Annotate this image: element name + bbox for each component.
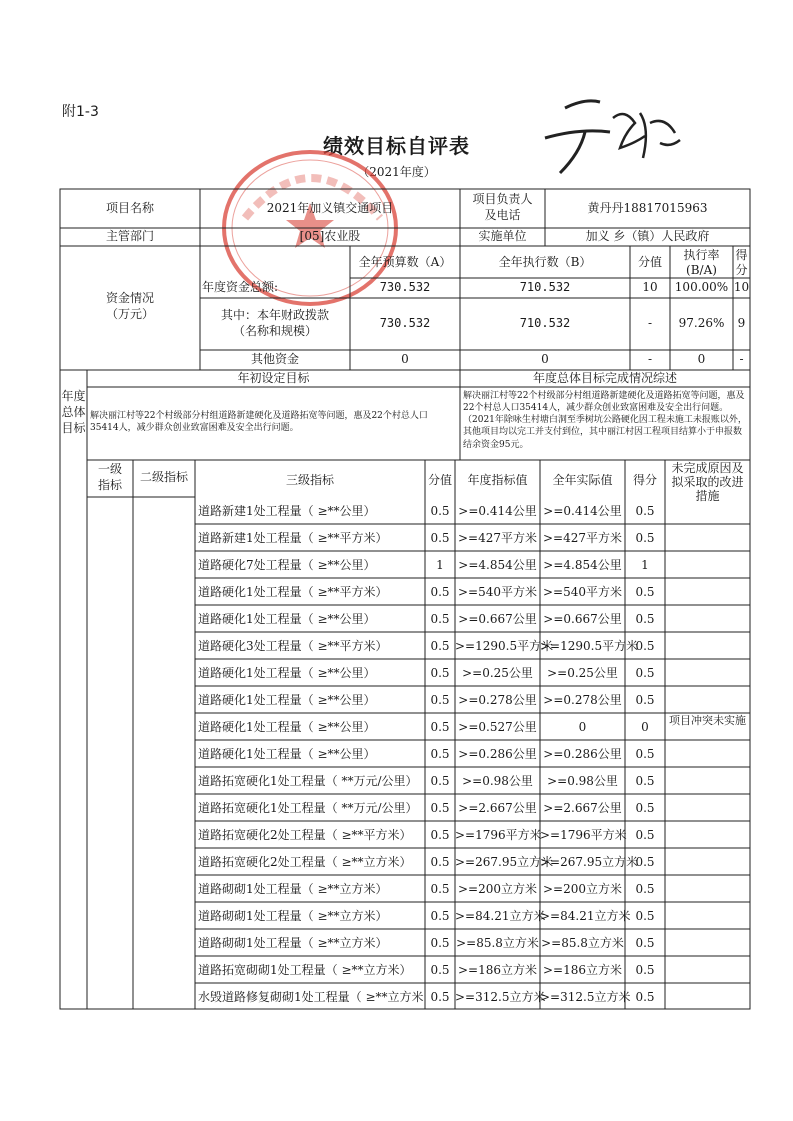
indicator-actual: >=0.98公里 [547,774,618,788]
impl-value: 加义 乡（镇）人民政府 [585,229,710,243]
col-budget: 全年预算数（A） [358,255,452,269]
indicator-score: 0.5 [430,774,450,788]
indicator-got: 0.5 [635,963,655,977]
indicator-name: 道路拓宽硬化1处工程量（ **万元/公里） [198,774,418,788]
indicator-name: 道路硬化1处工程量（ ≥**公里） [198,612,376,626]
indicator-actual: >=267.95立方米 [540,855,639,869]
dept-value: [05]农业股 [299,229,361,243]
indicator-name: 道路硬化1处工程量（ ≥**公里） [198,693,376,707]
col-target: 年度指标值 [467,473,528,487]
funds-fiscal-score: - [647,316,653,330]
col-l1-1: 一级 [97,462,122,476]
funds-fiscal-got: 9 [737,316,746,330]
indicator-score: 0.5 [430,639,450,653]
funds-other-exec: 0 [541,352,549,366]
indicator-actual: >=0.414公里 [543,504,622,518]
indicator-target: >=427平方米 [457,531,537,545]
indicator-score: 0.5 [430,531,450,545]
indicator-target: >=0.527公里 [458,720,537,734]
indicator-note [665,499,750,521]
goals-set-text: 解决丽江村等22个村级部分村组道路新建硬化及道路拓宽等问题，惠及22个村总人口35414人，减少群众创业致富困难及安全出行问题。 [90,411,428,434]
indicator-got: 0.5 [635,909,655,923]
funds-other-rate: 0 [697,352,706,366]
indicator-note [665,958,750,980]
indicator-name: 道路硬化1处工程量（ ≥**公里） [198,720,376,734]
indicator-got: 0.5 [635,693,655,707]
col-actual: 全年实际值 [552,473,613,487]
indicator-name: 道路硬化1处工程量（ ≥**平方米） [198,585,388,599]
funds-total-score: 10 [642,280,658,294]
indicator-actual: >=200立方米 [542,882,622,896]
indicator-name: 道路拓宽砌砌1处工程量（ ≥**立方米） [198,963,412,977]
indicator-got: 0.5 [635,666,655,680]
year-label: （2021年度） [357,165,436,179]
indicator-actual: >=540平方米 [542,585,622,599]
indicator-note [665,796,750,818]
funds-other-got: - [739,352,744,366]
funds-total-rate: 100.00% [674,280,729,294]
page-title: 绩效目标自评表 [323,134,470,158]
funds-other-label: 其他资金 [250,352,299,366]
indicator-actual: >=85.8立方米 [541,936,624,950]
col-got-2: 分 [735,263,748,277]
indicator-note [665,769,750,791]
indicator-score: 0.5 [430,990,450,1004]
col-l3: 三级指标 [285,473,334,487]
indicator-note [665,661,750,683]
project-name-label: 项目名称 [105,201,154,215]
indicator-target: >=2.667公里 [458,801,537,815]
indicator-note [665,877,750,899]
col-got-1: 得 [735,248,748,262]
goals-done-text: 解决丽江村等22个村级部分村组道路新建硬化及道路拓宽等问题，惠及22个村总人口35414人，减少群众创业致富困难及安全出行问题。（2021年除咏生村塘白洞至季树坑公路硬化因工程未施工未报账以外，其他项目均以完工并支付到位，其中丽江村因工程项目结算小于申报数结余资金95元。 [463,391,747,450]
indicator-target: >=0.98公里 [462,774,533,788]
indicator-note [665,850,750,872]
indicator-name: 道路砌砌1处工程量（ ≥**立方米） [198,936,388,950]
leader-label-2: 及电话 [484,208,521,222]
indicator-actual: >=312.5立方米 [540,990,631,1004]
indicator-name: 道路拓宽硬化2处工程量（ ≥**平方米） [198,828,412,842]
funds-total-exec: 710.532 [519,280,571,294]
indicator-note [665,823,750,845]
indicator-score: 0.5 [430,504,450,518]
dept-label: 主管部门 [105,229,154,243]
col-ind-score: 分值 [427,473,452,487]
indicator-got: 0.5 [635,504,655,518]
indicator-target: >=200立方米 [457,882,537,896]
indicator-target: >=267.95立方米 [455,855,554,869]
indicator-actual: >=0.25公里 [547,666,618,680]
indicator-target: >=0.278公里 [458,693,537,707]
indicator-actual: >=4.854公里 [543,558,622,572]
indicator-got: 0.5 [635,882,655,896]
leader-value: 黄丹丹18817015963 [587,201,708,215]
indicator-score: 0.5 [430,666,450,680]
indicator-note [665,688,750,710]
indicator-note [665,742,750,764]
indicator-score: 0.5 [430,963,450,977]
funds-fiscal-rate: 97.26% [678,316,725,330]
indicator-note [665,553,750,575]
col-note-1: 未完成原因及 [671,461,744,475]
indicator-name: 道路新建1处工程量（ ≥**公里） [198,504,376,518]
indicator-score: 0.5 [430,909,450,923]
col-got: 得分 [632,473,657,487]
col-exec: 全年执行数（B） [498,255,592,269]
indicator-target: >=312.5立方米 [455,990,546,1004]
indicator-score: 0.5 [430,585,450,599]
project-name: 2021年加义镇交通项目 [266,201,394,215]
indicator-actual: >=427平方米 [542,531,622,545]
indicator-actual: >=186立方米 [542,963,622,977]
indicator-target: >=0.25公里 [462,666,533,680]
indicator-got: 0 [641,720,649,734]
indicator-target: >=1290.5平方米 [455,639,554,653]
indicator-name: 道路砌砌1处工程量（ ≥**立方米） [198,882,388,896]
col-note-2: 拟采取的改进 [671,475,744,489]
indicator-score: 0.5 [430,747,450,761]
indicator-score: 0.5 [430,882,450,896]
indicator-actual: >=0.667公里 [543,612,622,626]
indicator-name: 道路新建1处工程量（ ≥**平方米） [198,531,388,545]
col-score: 分值 [637,255,662,269]
funds-fiscal-label-2: （名称和规模） [232,324,317,338]
indicator-got: 0.5 [635,828,655,842]
indicator-note [665,634,750,656]
indicator-target: >=0.414公里 [458,504,537,518]
indicator-got: 0.5 [635,990,655,1004]
indicator-got: 0.5 [635,801,655,815]
indicator-score: 0.5 [430,801,450,815]
col-l1-2: 指标 [97,478,122,492]
indicator-note: 项目冲突未实施 [669,714,746,727]
indicator-actual: >=0.286公里 [543,747,622,761]
indicator-got: 0.5 [635,936,655,950]
goals-done-label: 年度总体目标完成情况综述 [532,371,677,385]
indicator-name: 道路硬化7处工程量（ ≥**公里） [198,558,376,572]
indicator-actual: >=1290.5平方米 [540,639,639,653]
indicator-name: 道路硬化1处工程量（ ≥**公里） [198,666,376,680]
indicator-target: >=186立方米 [457,963,537,977]
indicator-actual: >=1796平方米 [540,828,627,842]
indicator-name: 道路拓宽硬化2处工程量（ ≥**立方米） [198,855,412,869]
indicator-score: 1 [436,558,444,572]
funds-label-2: （万元） [105,307,154,321]
indicator-score: 0.5 [430,936,450,950]
funds-total-budget: 730.532 [379,280,431,294]
indicator-score: 0.5 [430,693,450,707]
goals-label-2: 总体 [61,405,86,419]
funds-fiscal-label: 其中：本年财政拨款 [220,308,329,322]
indicator-actual: >=0.278公里 [543,693,622,707]
leader-label-1: 项目负责人 [472,192,533,206]
funds-other-score: - [647,352,653,366]
col-rate-1: 执行率 [683,248,720,262]
funds-fiscal-budget: 730.532 [379,316,431,330]
indicator-target: >=0.286公里 [458,747,537,761]
funds-label-1: 资金情况 [105,291,154,305]
indicator-target: >=85.8立方米 [456,936,539,950]
col-rate-2: (B/A) [686,263,717,277]
indicator-score: 0.5 [430,720,450,734]
indicator-name: 道路硬化3处工程量（ ≥**平方米） [198,639,388,653]
col-note-3: 措施 [695,489,720,503]
funds-total-got: 10 [733,280,750,294]
indicator-name: 水毁道路修复砌砌1处工程量（ ≥**立方米 [198,990,424,1004]
indicator-got: 1 [641,558,649,572]
indicator-score: 0.5 [430,828,450,842]
indicator-note [665,580,750,602]
indicator-note [665,931,750,953]
indicator-score: 0.5 [430,612,450,626]
indicator-name: 道路砌砌1处工程量（ ≥**立方米） [198,909,388,923]
indicator-got: 0.5 [635,855,655,869]
funds-other-budget: 0 [401,352,409,366]
goals-set-label: 年初设定目标 [237,371,310,385]
goals-label-1: 年度 [61,389,86,403]
indicator-got: 0.5 [635,612,655,626]
funds-fiscal-exec: 710.532 [519,316,571,330]
indicator-got: 0.5 [635,639,655,653]
col-l2: 二级指标 [139,470,188,484]
indicator-target: >=84.21立方米 [455,909,546,923]
indicator-actual: 0 [578,720,587,734]
impl-label: 实施单位 [478,229,527,243]
indicator-note [665,985,750,1007]
attachment-label: 附1-3 [62,104,99,120]
goals-label-3: 目标 [61,421,86,435]
indicator-note [665,607,750,629]
indicator-target: >=540平方米 [457,585,537,599]
funds-total-label: 年度资金总额: [202,280,279,294]
indicator-actual: >=84.21立方米 [540,909,631,923]
indicator-got: 0.5 [635,747,655,761]
indicator-target: >=4.854公里 [458,558,537,572]
indicator-target: >=1796平方米 [455,828,542,842]
indicator-got: 0.5 [635,585,655,599]
indicator-name: 道路硬化1处工程量（ ≥**公里） [198,747,376,761]
indicator-got: 0.5 [635,531,655,545]
indicator-target: >=0.667公里 [458,612,537,626]
indicator-note [665,904,750,926]
indicator-actual: >=2.667公里 [543,801,622,815]
indicator-got: 0.5 [635,774,655,788]
indicator-score: 0.5 [430,855,450,869]
indicator-note [665,526,750,548]
indicator-name: 道路拓宽硬化1处工程量（ **万元/公里） [198,801,418,815]
